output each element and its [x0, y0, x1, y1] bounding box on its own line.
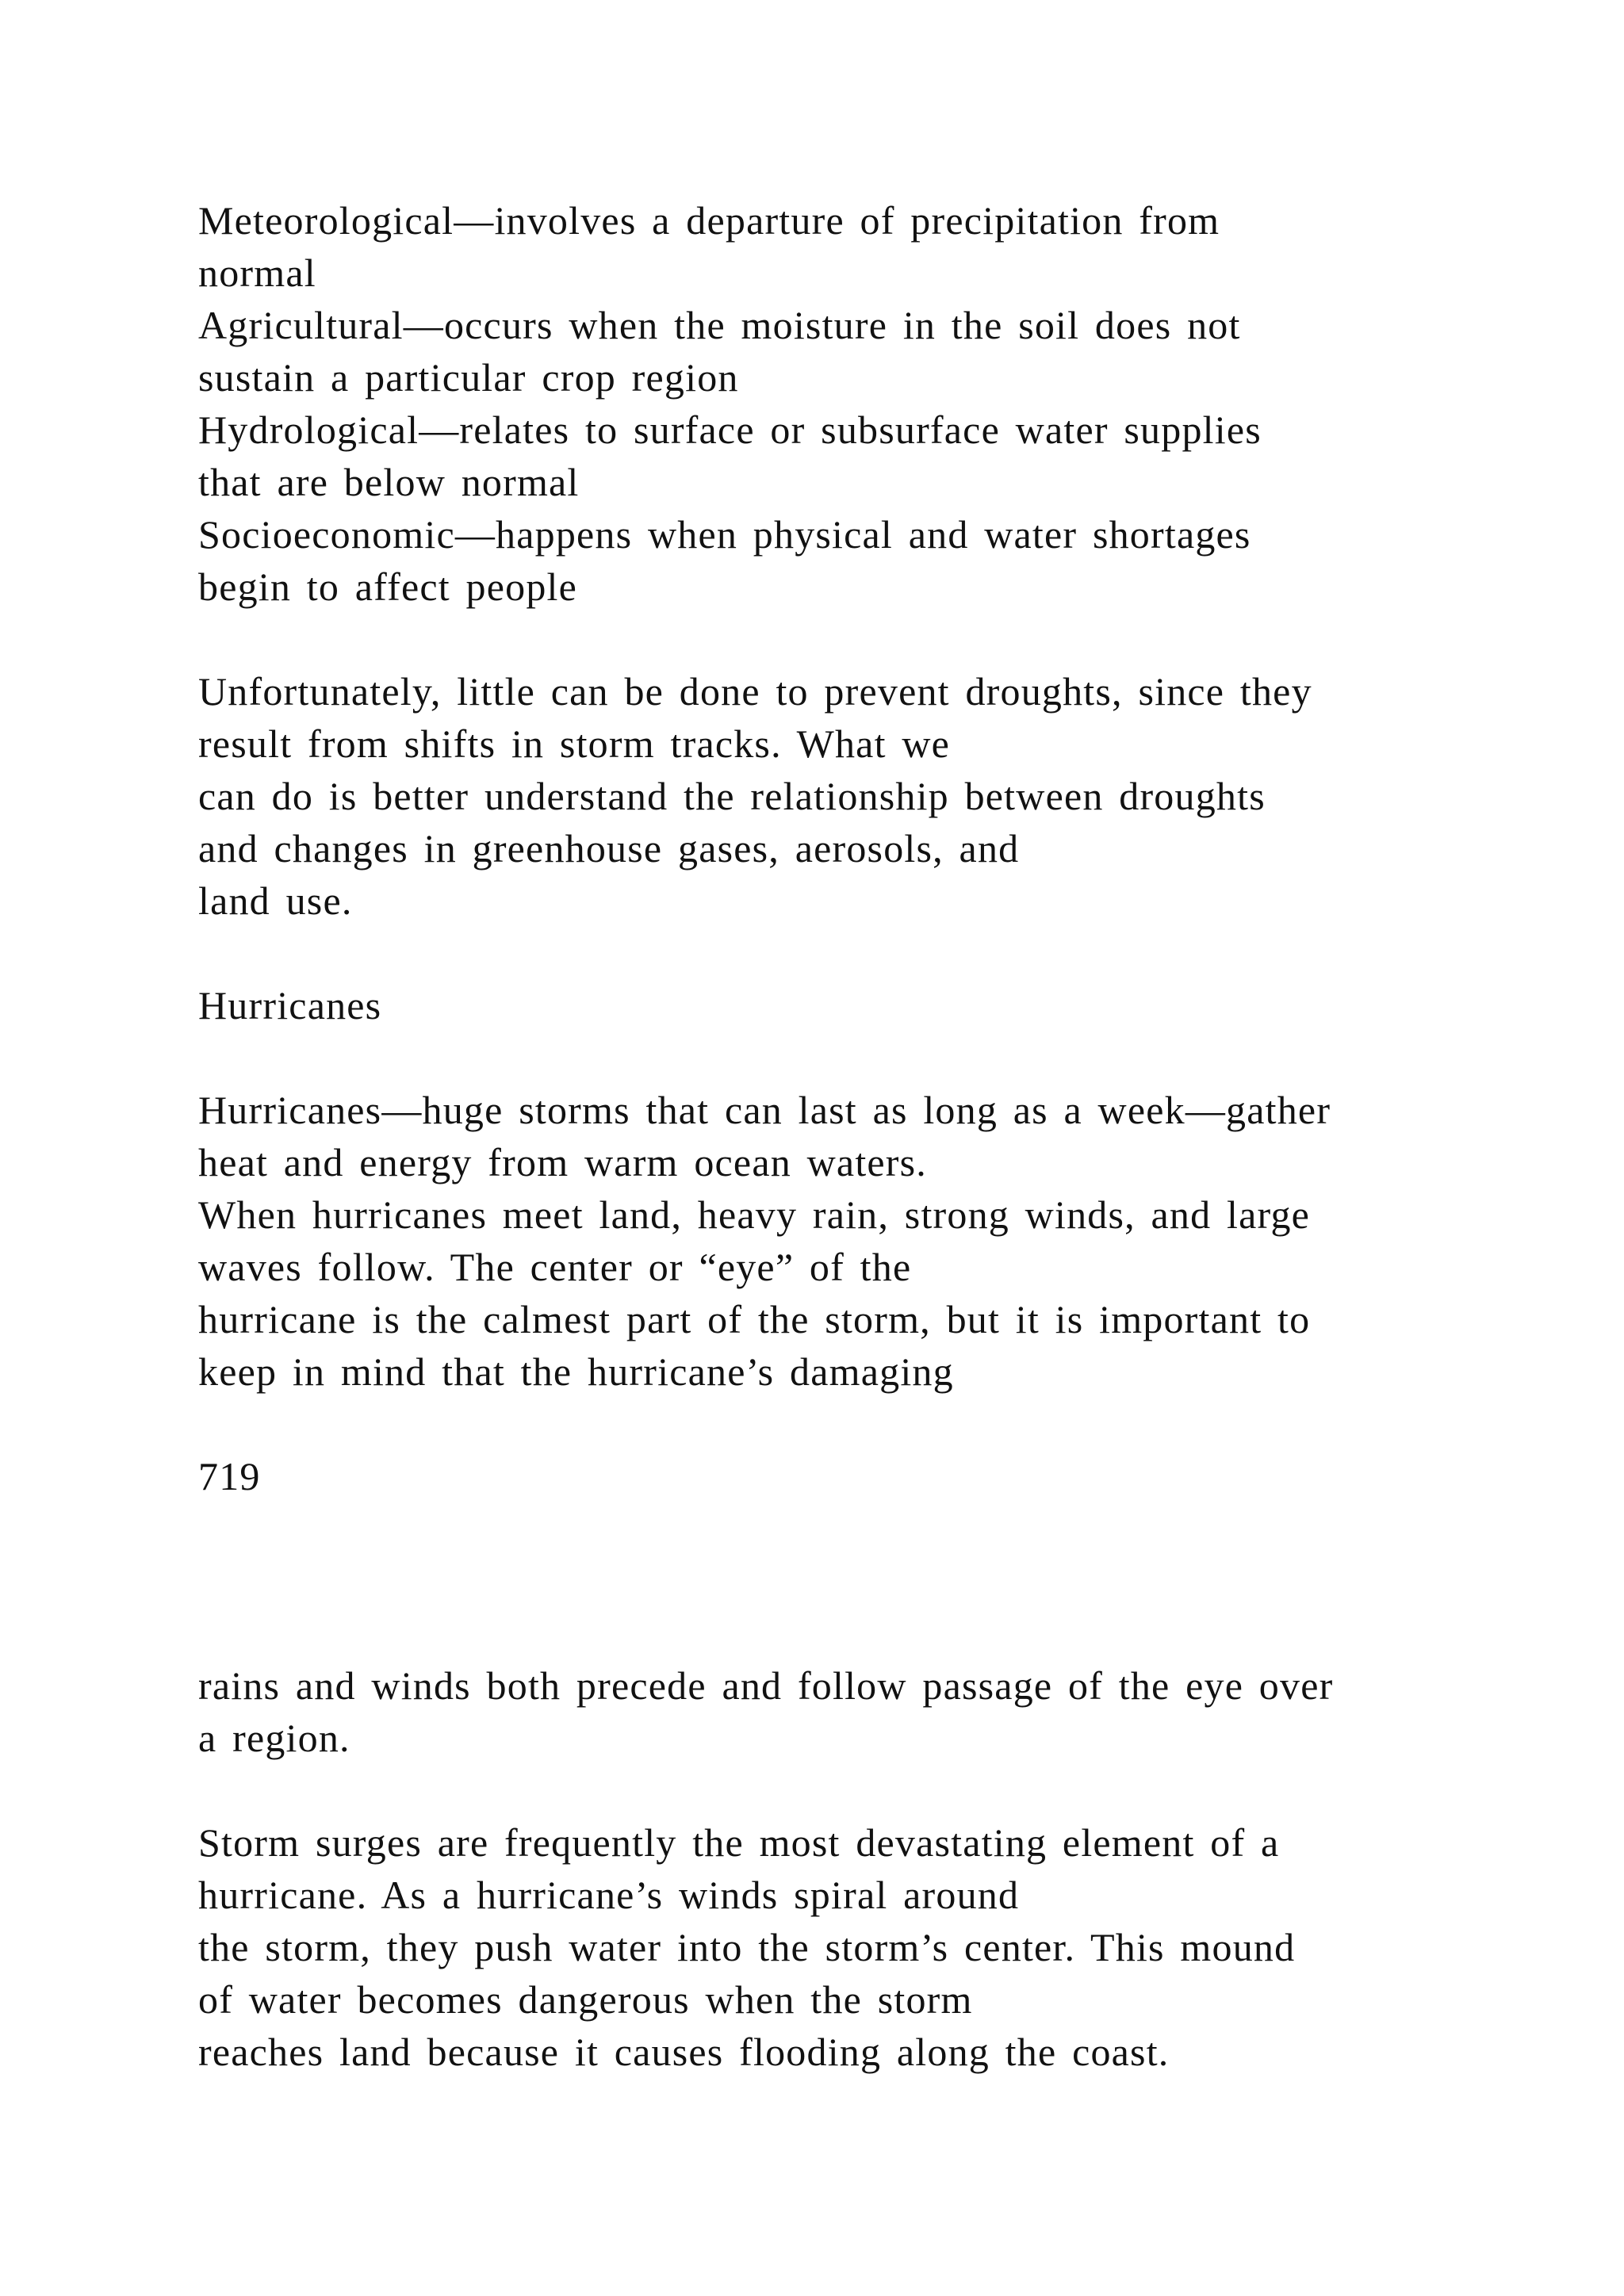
text-line: that are below normal [198, 460, 580, 504]
text-line: sustain a particular crop region [198, 355, 739, 400]
text-line: rains and winds both precede and follow passage of the eye over [198, 1663, 1334, 1708]
text-line: begin to affect people [198, 564, 578, 609]
text-line: reaches land because it causes flooding along the coast. [198, 2030, 1170, 2074]
text-line: heat and energy from warm ocean waters. [198, 1140, 928, 1184]
text-line: Meteorological—involves a departure of precipitation from [198, 198, 1220, 243]
page-number: 719 [198, 1454, 261, 1498]
text-line: a region. [198, 1716, 350, 1760]
text-line: Hydrological—relates to surface or subsurface water supplies [198, 408, 1262, 452]
text-line: land use. [198, 878, 353, 923]
text-line: the storm, they push water into the storm’s center. This mound [198, 1925, 1296, 1969]
text-line: Agricultural—occurs when the moisture in the soil does not [198, 303, 1241, 347]
text-line: normal [198, 251, 316, 295]
text-line: Hurricanes—huge storms that can last as long as a week—gather [198, 1088, 1331, 1132]
text-line: result from shifts in storm tracks. What we [198, 721, 951, 766]
text-line: When hurricanes meet land, heavy rain, strong winds, and large [198, 1192, 1311, 1237]
text-line: Unfortunately, little can be done to prevent droughts, since they [198, 669, 1312, 714]
text-line: Storm surges are frequently the most devastating element of a [198, 1820, 1280, 1865]
text-line: Socioeconomic—happens when physical and water shortages [198, 512, 1251, 557]
text-line: and changes in greenhouse gases, aerosols, and [198, 826, 1020, 871]
text-line: can do is better understand the relationship between droughts [198, 774, 1266, 818]
text-line: hurricane is the calmest part of the storm, but it is important to [198, 1297, 1311, 1341]
text-line: waves follow. The center or “eye” of the [198, 1245, 912, 1289]
text-line: hurricane. As a hurricane’s winds spiral around [198, 1873, 1020, 1917]
section-heading: Hurricanes [198, 983, 382, 1027]
text-line: of water becomes dangerous when the storm [198, 1977, 973, 2022]
text-line: keep in mind that the hurricane’s damaging [198, 1349, 954, 1394]
